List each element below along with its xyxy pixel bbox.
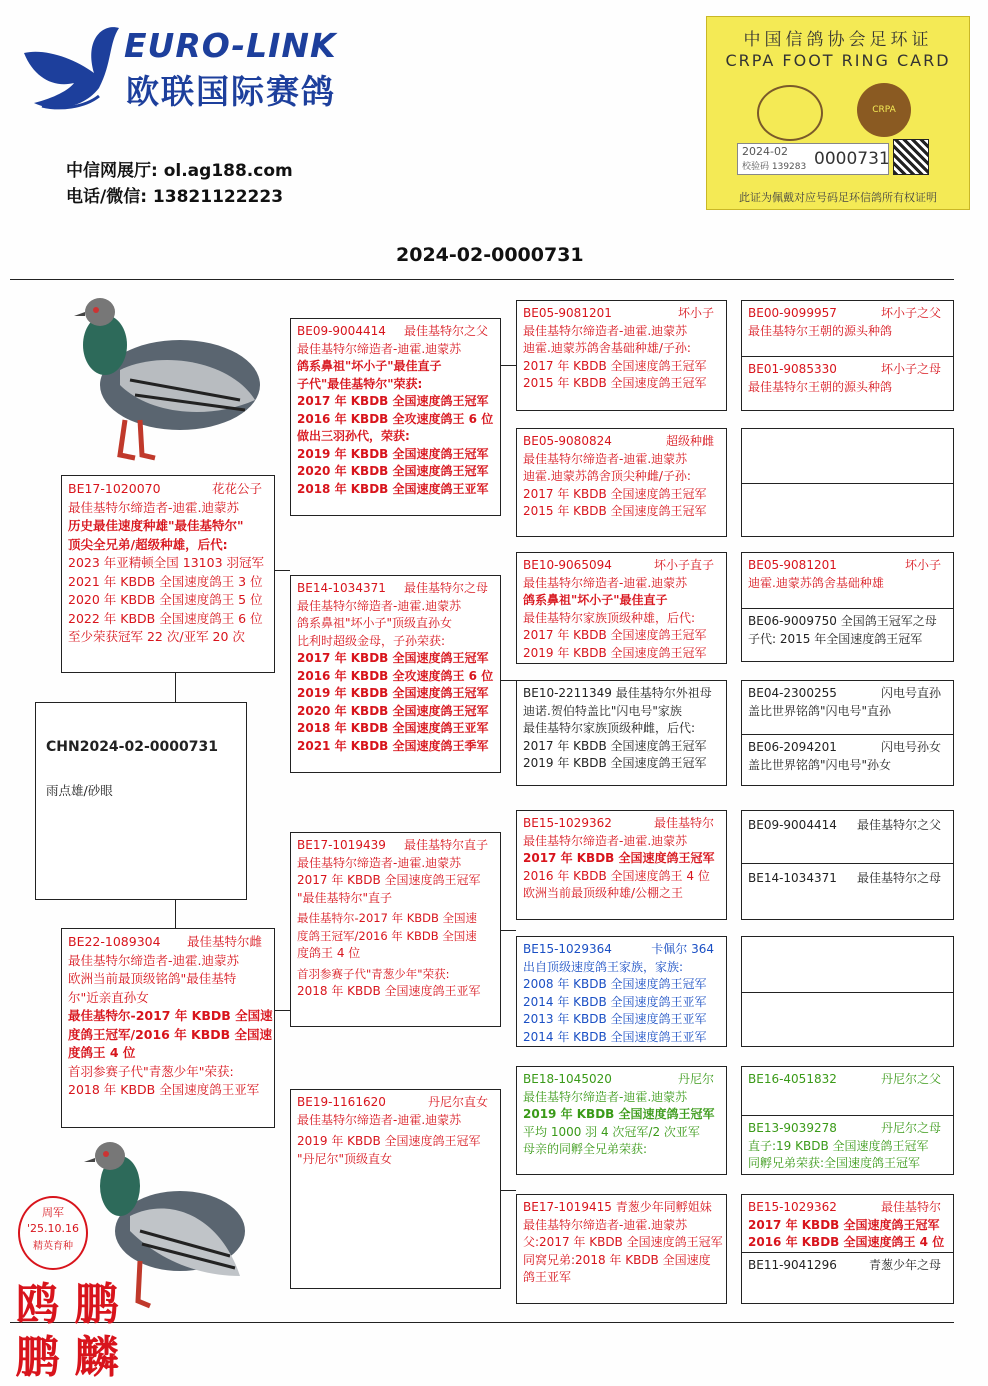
gen4-ring: BE15-1029362 bbox=[748, 1200, 837, 1214]
gen2-dd-ring: BE19-1161620 bbox=[297, 1095, 386, 1109]
gen2-ds-line: 度鸽王冠军/2016 年 KBDB 全国速 bbox=[297, 928, 477, 943]
gen4-title: 坏小子之父 bbox=[880, 306, 941, 320]
sire-line: 至少荣获冠军 22 次/亚军 20 次 bbox=[68, 629, 245, 644]
gen2-ss-line: 2018 年 KBDB 全国速度鸽王亚军 bbox=[297, 481, 489, 496]
seal-char: 麟 bbox=[74, 1332, 119, 1383]
gen2-dd-line: "丹尼尔"顶级直女 bbox=[297, 1151, 393, 1166]
divider bbox=[742, 992, 953, 993]
stamp-date: '25.10.16 bbox=[26, 1222, 79, 1235]
gen3-ddd-box bbox=[516, 1194, 727, 1304]
gen3-sds-line: 2017 年 KBDB 全国速度鸽王冠军 bbox=[523, 628, 707, 642]
connector bbox=[500, 930, 516, 931]
ring-title: 2024-02-0000731 bbox=[396, 244, 584, 266]
gen2-ss-line: 2020 年 KBDB 全国速度鸽王冠军 bbox=[297, 464, 489, 478]
gen3-dds-ring: BE18-1045020 bbox=[523, 1072, 612, 1086]
gen4-title: 最佳基特尔之母 bbox=[856, 871, 941, 885]
gen2-ds-line: 最佳基特尔缔造者-迪霍.迪蒙苏 bbox=[297, 855, 462, 870]
gen3-sds-line: 2019 年 KBDB 全国速度鸽王冠军 bbox=[523, 645, 707, 660]
gen2-ds-line: 首羽参赛子代"青葱少年"荣获: bbox=[297, 966, 450, 981]
top-divider bbox=[10, 279, 954, 280]
gen2-ss-line: 子代"最佳基特尔"荣获: bbox=[297, 376, 423, 391]
gen2-ss-box bbox=[290, 318, 501, 516]
gen3-sds-line: 最佳基特尔缔造者-迪霍.迪蒙苏 bbox=[523, 575, 688, 590]
gen2-sd-line: 2018 年 KBDB 全国速度鸽王亚军 bbox=[297, 721, 489, 735]
gen2-sd-ring: BE14-1034371 bbox=[297, 581, 386, 595]
gen4-title: 丹尼尔之母 bbox=[880, 1121, 941, 1135]
gen4-line: 直子:19 KBDB 全国速度鸽王冠军 bbox=[748, 1138, 929, 1153]
gen3-sdd-ring: BE10-2211349 bbox=[523, 686, 612, 700]
gen2-dd-line: 最佳基特尔缔造者-迪霍.迪蒙苏 bbox=[297, 1112, 462, 1127]
gen4-title: 全国鸽王冠军之母 bbox=[840, 614, 937, 628]
gen3-sdd-line: 最佳基特尔家族顶级种雌，后代: bbox=[523, 721, 696, 735]
gen4-line: 子代: 2015 年全国速度鸽王冠军 bbox=[748, 631, 923, 646]
ring-card-title-en: CRPA FOOT RING CARD bbox=[725, 51, 951, 70]
gen2-sd-line: 2019 年 KBDB 全国速度鸽王冠军 bbox=[297, 686, 489, 700]
connector bbox=[175, 900, 176, 928]
gen3-sds-ring: BE10-9065094 bbox=[523, 558, 612, 572]
gen4-box-2 bbox=[741, 428, 954, 537]
gen2-ss-line: 最佳基特尔缔造者-迪霍.迪蒙苏 bbox=[297, 341, 462, 356]
globe-icon bbox=[757, 85, 823, 141]
gen4-box-4 bbox=[741, 680, 954, 786]
dam-line: 欧洲当前最顶级铭鸽"最佳基特 bbox=[68, 971, 237, 986]
gen3-dds-line: 平均 1000 羽 4 次冠军/2 次亚军 bbox=[523, 1124, 700, 1139]
gen3-dss-line: 欧洲当前最顶级种雄/公棚之王 bbox=[523, 886, 684, 900]
gen3-dsd-ring: BE15-1029364 bbox=[523, 942, 612, 956]
gen4-line: 最佳基特尔王朝的源头种鸽 bbox=[748, 379, 893, 394]
gen3-sdd-line: 2017 年 KBDB 全国速度鸽王冠军 bbox=[523, 738, 707, 753]
qr-code-icon bbox=[893, 139, 929, 175]
gen3-dsd-line: 2008 年 KBDB 全国速度鸽王冠军 bbox=[523, 977, 707, 991]
pigeon-photo-top bbox=[60, 290, 260, 470]
gen2-ss-line: 鸽系鼻祖"坏小子"最佳直子 bbox=[297, 359, 442, 373]
connector bbox=[500, 365, 516, 366]
gen3-sds-title: 坏小子直子 bbox=[653, 558, 714, 572]
dam-title: 最佳基特尔雌 bbox=[186, 934, 262, 949]
breeder-stamp bbox=[18, 1196, 88, 1270]
gen3-ddd-line: 鸽王亚军 bbox=[523, 1270, 572, 1284]
sire-box bbox=[61, 475, 275, 673]
gen3-dss-line: 2017 年 KBDB 全国速度鸽王冠军 bbox=[523, 851, 715, 865]
gen3-dsd-line: 出自顶级速度鸽王家族，家族: bbox=[523, 959, 684, 974]
gen2-ds-line: 最佳基特尔-2017 年 KBDB 全国速 bbox=[297, 911, 478, 925]
connector bbox=[274, 1010, 290, 1011]
connector bbox=[500, 680, 516, 681]
gen4-title: 青葱少年之母 bbox=[868, 1258, 941, 1272]
check-code: 校验码 139283 bbox=[742, 162, 807, 172]
dam-line: 首羽参赛子代"青葱少年"荣获: bbox=[68, 1063, 234, 1079]
gen3-dds-title: 丹尼尔 bbox=[677, 1072, 714, 1086]
seal-char: 鸥 bbox=[15, 1279, 60, 1330]
gen3-sss-ring: BE05-9081201 bbox=[523, 306, 612, 320]
gen4-ring: BE05-9081201 bbox=[748, 558, 837, 572]
gen3-sss-line: 最佳基特尔缔造者-迪霍.迪蒙苏 bbox=[523, 323, 688, 338]
gen2-sd-line: 鸽系鼻祖"坏小子"顶级直孙女 bbox=[297, 616, 453, 630]
gen3-dsd-title: 卡佩尔 364 bbox=[651, 942, 714, 956]
gen4-ring: BE16-4051832 bbox=[748, 1072, 837, 1086]
gen3-ssd-line: 迪霍.迪蒙苏鸽舍顶尖种雌/子孙: bbox=[523, 469, 691, 483]
gen4-ring: BE01-9085330 bbox=[748, 362, 837, 376]
brand-logo bbox=[14, 18, 369, 118]
gen4-line: 最佳基特尔王朝的源头种鸽 bbox=[748, 323, 893, 338]
gen4-line: 盖比世界铭鸽"闪电号"孙女 bbox=[748, 757, 892, 772]
sire-line: 2021 年 KBDB 全国速度鸽王 3 位 bbox=[68, 573, 263, 589]
gen4-title: 最佳基特尔之父 bbox=[856, 818, 941, 832]
sire-line: 最佳基特尔缔造者-迪霍.迪蒙苏 bbox=[68, 499, 239, 515]
gen4-box-1 bbox=[741, 300, 954, 411]
ring-card-title-cn: 中国信鸽协会足环证 bbox=[743, 30, 933, 50]
gen4-box-5 bbox=[741, 810, 954, 920]
dam-line: 度鸽王冠军/2016 年 KBDB 全国速 bbox=[68, 1026, 273, 1042]
sire-line: 2023 年亚精顿全国 13103 羽冠军 bbox=[68, 555, 264, 570]
gen3-dsd-box bbox=[516, 936, 727, 1047]
connector bbox=[500, 1190, 516, 1191]
stamp-sub: 精英育种 bbox=[33, 1241, 73, 1252]
subject-desc: 雨点雄/砂眼 bbox=[46, 783, 113, 798]
gen4-ring: BE13-9039278 bbox=[748, 1121, 837, 1135]
gen2-dd-line: 2019 年 KBDB 全国速度鸽王冠军 bbox=[297, 1134, 481, 1148]
gen3-sdd-box bbox=[516, 680, 727, 786]
gen3-ddd-line: 父:2017 年 KBDB 全国速度鸽王冠军 bbox=[523, 1235, 723, 1249]
gen3-ssd-box bbox=[516, 428, 727, 537]
gen3-ssd-line: 2017 年 KBDB 全国速度鸽王冠军 bbox=[523, 486, 707, 501]
gen3-ddd-title: 青葱少年同孵姐妹 bbox=[615, 1200, 712, 1214]
gen2-sd-line: 2016 年 KBDB 全攻速度鸽王 6 位 bbox=[297, 668, 494, 683]
ring-number: 0000731 bbox=[814, 149, 890, 169]
subject-box bbox=[35, 702, 247, 900]
gen2-ds-box bbox=[290, 832, 501, 1027]
ring-prefix: 2024-02 bbox=[742, 145, 788, 158]
sire-line: 2020 年 KBDB 全国速度鸽王 5 位 bbox=[68, 592, 263, 607]
sire-ring: BE17-1020070 bbox=[68, 481, 161, 496]
red-seal bbox=[8, 1280, 126, 1386]
seal-char: 鹏 bbox=[74, 1279, 119, 1330]
gen3-sdd-line: 迪诺.贺伯特盖比"闪电号"家族 bbox=[523, 703, 682, 718]
gen4-box-6 bbox=[741, 936, 954, 1047]
gen3-sss-line: 2015 年 KBDB 全国速度鸽王冠军 bbox=[523, 376, 707, 390]
gen4-ring: BE06-2094201 bbox=[748, 740, 837, 754]
gen3-sdd-line: 2019 年 KBDB 全国速度鸽王冠军 bbox=[523, 756, 707, 770]
gen4-box-8 bbox=[741, 1194, 954, 1304]
gen4-box-7 bbox=[741, 1066, 954, 1175]
gen3-ddd-line: 最佳基特尔缔造者-迪霍.迪蒙苏 bbox=[523, 1217, 688, 1232]
gen3-ssd-line: 2015 年 KBDB 全国速度鸽王冠军 bbox=[523, 504, 707, 518]
gen4-title: 闪电号直孙 bbox=[880, 686, 941, 700]
gen3-sss-line: 迪霍.迪蒙苏鸽舍基础种雄/子孙: bbox=[523, 341, 691, 355]
sire-line: 顶尖全兄弟/超级种雄，后代: bbox=[68, 536, 228, 552]
gen3-dds-line: 最佳基特尔缔造者-迪霍.迪蒙苏 bbox=[523, 1089, 688, 1104]
gen2-sd-title: 最佳基特尔之母 bbox=[403, 581, 488, 595]
ring-card-footer: 此证为佩戴对应号码足环信鸽所有权证明 bbox=[739, 191, 937, 204]
gen4-ring: BE00-9099957 bbox=[748, 306, 837, 320]
gen3-dds-box bbox=[516, 1066, 727, 1175]
gen2-sd-line: 2021 年 KBDB 全国速度鸽王季军 bbox=[297, 738, 489, 753]
gen3-sss-title: 坏小子 bbox=[677, 306, 714, 320]
gen3-dds-line: 母亲的同孵全兄弟荣获: bbox=[523, 1142, 648, 1156]
gen4-line: 迪霍.迪蒙苏鸽舍基础种雄 bbox=[748, 575, 884, 590]
gen2-ds-line: 2018 年 KBDB 全国速度鸽王亚军 bbox=[297, 984, 481, 998]
gen4-ring: BE11-9041296 bbox=[748, 1258, 837, 1272]
gen3-sds-line: 最佳基特尔家族顶级种雄，后代: bbox=[523, 610, 696, 625]
dam-line: 最佳基特尔缔造者-迪霍.迪蒙苏 bbox=[68, 952, 239, 968]
gen2-dd-box bbox=[290, 1089, 501, 1289]
brand-name-cn: 欧联国际赛鸽 bbox=[126, 72, 336, 111]
sire-line: 历史最佳速度种雄"最佳基特尔" bbox=[68, 518, 244, 533]
gen3-ssd-title: 超级种雌 bbox=[665, 434, 714, 448]
subject-ring: CHN2024-02-0000731 bbox=[46, 739, 218, 755]
gen3-dss-ring: BE15-1029362 bbox=[523, 816, 612, 830]
gen3-sss-box bbox=[516, 300, 727, 411]
gen4-line: 2016 年 KBDB 全国速度鸽王 4 位 bbox=[748, 1235, 945, 1249]
gen2-ss-line: 做出三羽孙代，荣获: bbox=[297, 429, 410, 443]
brand-name-en: EURO-LINK bbox=[124, 26, 337, 65]
crpa-seal-icon bbox=[857, 83, 911, 137]
dove-logo-icon bbox=[14, 18, 124, 118]
gen2-sd-line: 比利时超级金母，子孙荣获: bbox=[297, 633, 446, 648]
dam-line: 度鸽王 4 位 bbox=[68, 1045, 136, 1060]
divider bbox=[742, 483, 953, 484]
gen4-title: 坏小子 bbox=[904, 558, 941, 572]
gen3-ddd-ring: BE17-1019415 bbox=[523, 1200, 612, 1214]
gen4-title: 最佳基特尔 bbox=[880, 1200, 941, 1214]
connector bbox=[175, 672, 176, 702]
gen3-dsd-line: 2014 年 KBDB 全国速度鸽王亚军 bbox=[523, 994, 707, 1009]
gen3-dss-line: 最佳基特尔缔造者-迪霍.迪蒙苏 bbox=[523, 833, 688, 848]
gen4-ring: BE06-9009750 bbox=[748, 614, 837, 628]
gen3-dsd-line: 2014 年 KBDB 全国速度鸽王亚军 bbox=[523, 1029, 707, 1044]
gen4-title: 坏小子之母 bbox=[880, 362, 941, 376]
gen2-sd-line: 2017 年 KBDB 全国速度鸽王冠军 bbox=[297, 651, 489, 665]
dam-line: 尔"近亲直孙女 bbox=[68, 989, 149, 1005]
gen4-title: 闪电号孙女 bbox=[880, 740, 941, 754]
dam-line: 2018 年 KBDB 全国速度鸽王亚军 bbox=[68, 1082, 260, 1097]
gen3-dds-line: 2019 年 KBDB 全国速度鸽王冠军 bbox=[523, 1107, 715, 1121]
gen3-sds-line: 鸽系鼻祖"坏小子"最佳直子 bbox=[523, 593, 668, 607]
gen2-ss-ring: BE09-9004414 bbox=[297, 324, 386, 338]
gen4-title: 丹尼尔之父 bbox=[880, 1072, 941, 1086]
gen3-dss-line: 2016 年 KBDB 全国速度鸽王 4 位 bbox=[523, 868, 710, 883]
gen2-sd-line: 2020 年 KBDB 全国速度鸽王冠军 bbox=[297, 703, 489, 718]
gen3-sss-line: 2017 年 KBDB 全国速度鸽王冠军 bbox=[523, 358, 707, 373]
gen3-dsd-line: 2013 年 KBDB 全国速度鸽王亚军 bbox=[523, 1012, 707, 1026]
gen2-sd-box bbox=[290, 575, 501, 773]
gen4-line: 2017 年 KBDB 全国速度鸽王冠军 bbox=[748, 1217, 940, 1232]
gen2-ds-line: 度鸽王 4 位 bbox=[297, 946, 361, 960]
gen3-dss-title: 最佳基特尔 bbox=[653, 816, 714, 830]
gen2-ss-line: 2016 年 KBDB 全攻速度鸽王 6 位 bbox=[297, 411, 494, 426]
gen4-ring: BE14-1034371 bbox=[748, 871, 837, 885]
gen2-ds-line: 2017 年 KBDB 全国速度鸽王冠军 bbox=[297, 873, 481, 887]
dam-box bbox=[61, 928, 275, 1128]
gen4-ring: BE04-2300255 bbox=[748, 686, 837, 700]
gen3-dss-box bbox=[516, 810, 727, 920]
gen3-ssd-line: 最佳基特尔缔造者-迪霍.迪蒙苏 bbox=[523, 451, 688, 466]
sire-title: 花花公子 bbox=[211, 481, 262, 496]
crpa-seal-text: CRPA bbox=[872, 105, 896, 115]
gen4-line: 同孵兄弟荣获:全国速度鸽王冠军 bbox=[748, 1156, 921, 1170]
gen2-ss-line: 2017 年 KBDB 全国速度鸽王冠军 bbox=[297, 394, 489, 408]
gen4-box-3 bbox=[741, 552, 954, 662]
gen3-sds-box bbox=[516, 552, 727, 664]
gen3-sdd-title: 最佳基特尔外祖母 bbox=[615, 686, 712, 700]
stamp-name: 周军 bbox=[42, 1206, 64, 1219]
gen2-sd-line: 最佳基特尔缔造者-迪霍.迪蒙苏 bbox=[297, 598, 462, 613]
ring-card bbox=[706, 16, 970, 210]
gen2-ss-title: 最佳基特尔之父 bbox=[403, 324, 488, 338]
dam-ring: BE22-1089304 bbox=[68, 934, 161, 949]
gen3-ddd-line: 同窝兄弟:2018 年 KBDB 全国速度 bbox=[523, 1252, 711, 1267]
gen2-dd-title: 丹尼尔直女 bbox=[427, 1095, 488, 1109]
gen4-line: 盖比世界铭鸽"闪电号"直孙 bbox=[748, 703, 892, 718]
connector bbox=[274, 570, 290, 571]
sire-line: 2022 年 KBDB 全国速度鸽王 6 位 bbox=[68, 610, 263, 626]
gen2-ds-line: "最佳基特尔"直子 bbox=[297, 890, 393, 905]
ring-number-panel bbox=[737, 143, 889, 175]
website: 中信网展厅: ol.ag188.com bbox=[66, 161, 293, 181]
seal-char: 鹏 bbox=[15, 1332, 60, 1383]
gen2-ss-line: 2019 年 KBDB 全国速度鸽王冠军 bbox=[297, 446, 489, 461]
gen2-ds-title: 最佳基特尔直子 bbox=[403, 838, 488, 852]
dam-line: 最佳基特尔-2017 年 KBDB 全国速 bbox=[68, 1008, 273, 1023]
gen2-ds-ring: BE17-1019439 bbox=[297, 838, 386, 852]
bottom-divider bbox=[10, 1322, 954, 1323]
phone: 电话/微信: 13821122223 bbox=[66, 187, 284, 207]
gen3-ssd-ring: BE05-9080824 bbox=[523, 434, 612, 448]
gen4-ring: BE09-9004414 bbox=[748, 818, 837, 832]
